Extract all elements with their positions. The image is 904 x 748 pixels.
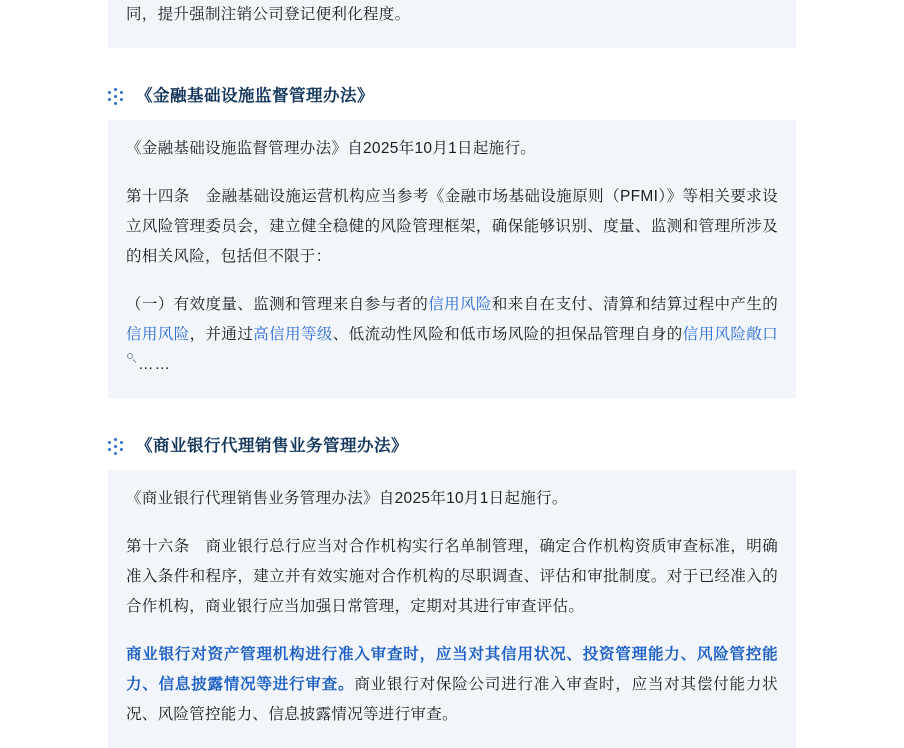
text-run: 和来自在支付、清算和结算过程中产生的 bbox=[491, 296, 779, 313]
text-run-ellipsis: …… bbox=[138, 356, 171, 373]
section-body-bank-agency-sales bbox=[0, 470, 904, 748]
spacer bbox=[0, 48, 904, 84]
highlighted-text-run: 商业银行对资产管理机构进行准入审查时，应当对其信用状况、投资管理能力、风险管控能力、信息披露情况等进行审查。 bbox=[126, 646, 778, 693]
paragraph-article-14: 第十四条 金融基础设施运营机构应当参考《金融市场基础设施原则（PFMI）》等相关要求设立风险管理委员会，建立健全稳健的风险管理框架，确保能够识别、度量、监测和管理所涉及的相关风险，包括但不限于： bbox=[126, 188, 778, 265]
search-icon[interactable] bbox=[127, 352, 138, 363]
term-link-credit-risk-2[interactable]: 信用风险 bbox=[126, 326, 190, 343]
top-fragment-card bbox=[108, 0, 796, 48]
text-run: 、低流动性风险和低市场风险的担保品管理自身的 bbox=[332, 326, 683, 343]
spacer bbox=[0, 458, 904, 470]
section-heading-bank-agency-sales bbox=[0, 434, 904, 458]
term-link-credit-exposure[interactable]: 信用风险敞口 bbox=[682, 326, 778, 343]
text-run: ，并通过 bbox=[189, 326, 254, 343]
section-title: 《金融基础设施监督管理办法》 bbox=[136, 87, 374, 105]
paragraph-article-14-item-1 bbox=[126, 290, 778, 380]
content-card bbox=[108, 120, 796, 398]
section-body-financial-infrastructure bbox=[0, 120, 904, 398]
paragraph-article-16: 第十六条 商业银行总行应当对合作机构实行名单制管理，确定合作机构资质审查标准，明确准入条件和程序，建立并有效实施对合作机构的尽职调查、评估和审批制度。对于已经准入的合作机构，商业银行应当加强日常管理，定期对其进行审查评估。 bbox=[126, 538, 778, 615]
section-heading-financial-infrastructure bbox=[0, 84, 904, 108]
term-link-credit-risk-1[interactable]: 信用风险 bbox=[428, 296, 492, 313]
paragraph-effective-date: 《金融基础设施监督管理办法》自2025年10月1日起施行。 bbox=[126, 140, 537, 157]
grid-dots-icon bbox=[108, 437, 126, 455]
paragraph-effective-date: 《商业银行代理销售业务管理办法》自2025年10月1日起施行。 bbox=[126, 490, 568, 507]
content-card bbox=[108, 470, 796, 748]
top-fragment-text: 同，提升强制注销公司登记便利化程度。 bbox=[126, 6, 411, 23]
section-title: 《商业银行代理销售业务管理办法》 bbox=[136, 437, 408, 455]
top-fragment-section bbox=[0, 0, 904, 48]
spacer bbox=[0, 108, 904, 120]
text-run: （一）有效度量、监测和管理来自参与者的 bbox=[126, 296, 429, 313]
paragraph-admission-review bbox=[126, 640, 778, 730]
term-link-high-credit-rating[interactable]: 高信用等级 bbox=[253, 326, 333, 343]
spacer bbox=[0, 398, 904, 434]
text-run: 商业银行对保险公司进行准入审查时，应当对其偿付能力状况、风险管控能力、信息披露情况等进行审查。 bbox=[126, 676, 778, 723]
grid-dots-icon bbox=[108, 87, 126, 105]
